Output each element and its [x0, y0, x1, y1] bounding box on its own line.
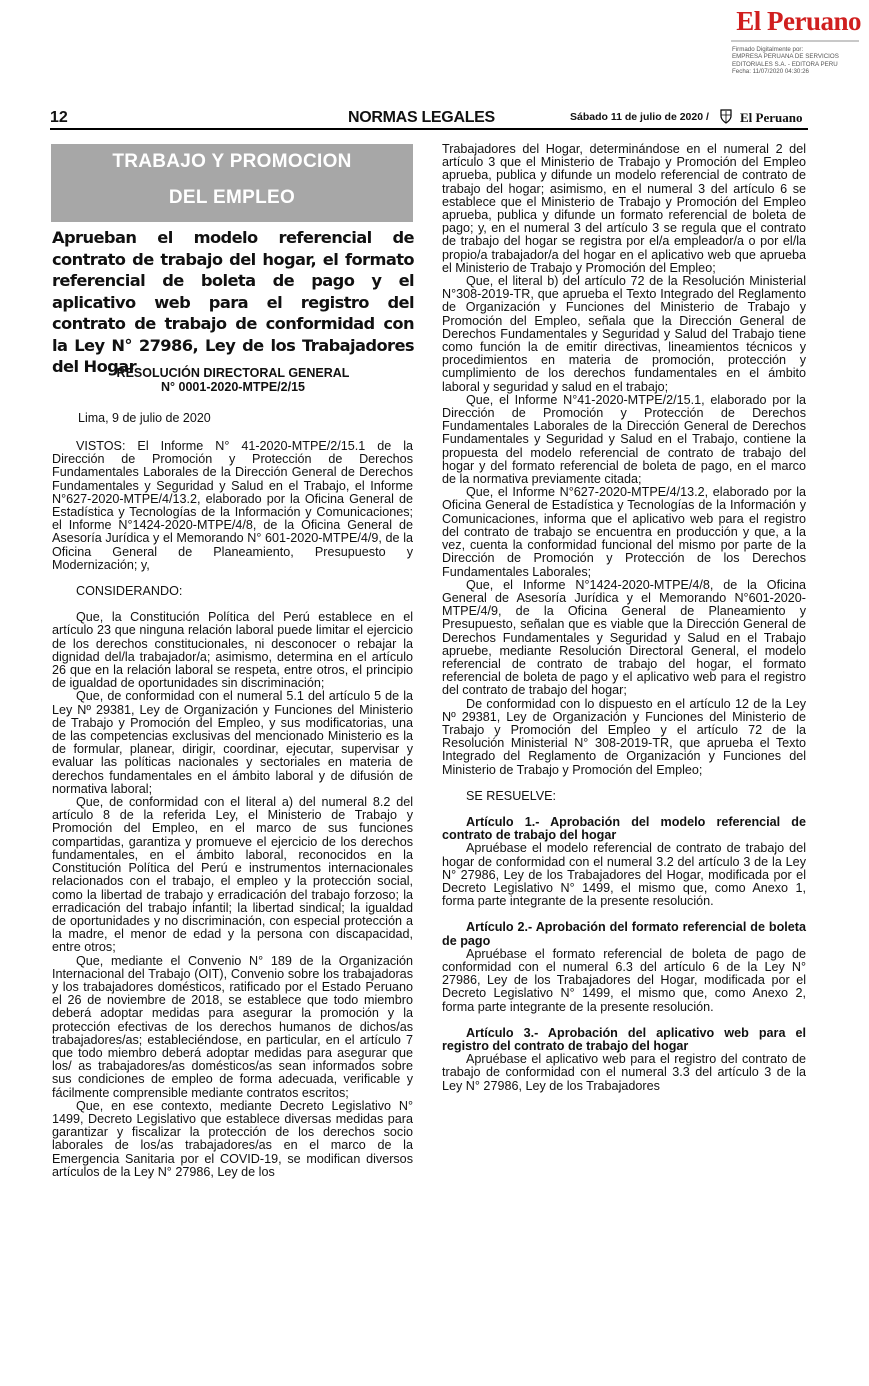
right-column: [442, 143, 806, 1093]
page-number: 12: [50, 109, 68, 126]
left-column: [52, 440, 413, 1179]
paragraph: Que, el Informe N°1424-2020-MTPE/4/8, de la Oficina General de Asesoría Jurídica y el Memorando N°601-2020-MTPE/4/9, de la Oficina General de Planeamiento y Presupuesto, señalan que es viable que la Dirección General de Derechos Fundamentales y Seguridad y Salud en el Trabajo apruebe, mediante Resolución Directoral General, el modelo referencial de contrato de trabajo del hogar, el formato referencial de boleta de pago y el aplicativo web para el registro del contrato de trabajo del hogar;: [442, 577, 806, 698]
banner-line: DEL EMPLEO: [168, 187, 296, 208]
paragraph: Que, el literal b) del artículo 72 de la Resolución Ministerial N°308-2019-TR, que aprueba el Texto Integrado del Reglamento de Organización y Funciones del Ministerio de Trabajo y Promoción del Empleo, señala que la Dirección General de Derechos Fundamentales y Seguridad y Salud del Trabajo tiene como función la de emitir directivas, lineamientos técnicos y procedimientos en materia de promoción, protección y cumplimiento de los derechos fundamentales en el ámbito laboral y seguridad y salud en el trabajo;: [442, 274, 806, 394]
paragraph: Que, el Informe N°41-2020-MTPE/2/15.1, elaborado por la Dirección de Promoción y Protección de Derechos Fundamentales Laborales de la Dirección General de Derechos Fundamentales y Seguridad y Salud en el Trabajo, contiene la propuesta del modelo referencial de contrato de trabajo del hogar y del formato referencial de boleta de pago, en el marco de la normativa previamente citada;: [442, 392, 806, 487]
logo-underline: [731, 40, 859, 42]
issue-date: Sábado 11 de julio de 2020 /: [570, 111, 709, 123]
paragraph: Apruébase el modelo referencial de contrato de trabajo del hogar de conformidad con el numeral 3.2 del artículo 3 de la Ley N° 27986, Ley de los Trabajadores del Hogar, modificada por el Decreto Legislativo N° 1499, el mismo que, como Anexo 1, forma parte integrante de la presente resolución.: [442, 841, 806, 909]
paragraph: Que, de conformidad con el numeral 5.1 del artículo 5 de la Ley Nº 29381, Ley de Organización y Funciones del Ministerio de Trabajo y Promoción del Empleo, y sus modificatorias, una de las competencias exclusivas del mencionado Ministerio es la de formular, planear, dirigir, coordinar, ejecutar, supervisar y evaluar las políticas nacionales y sectoriales en materia de derechos fundamentales en el ámbito laboral y de difusión de normativa laboral;: [52, 689, 413, 796]
paragraph: Que, el Informe N°627-2020-MTPE/4/13.2, elaborado por la Oficina General de Estadística y Tecnologías de la Información y Comunicaciones, informa que el aplicativo web para el registro del contrato de trabajo se encuentra en producción y que, a la vez, cuenta la conformidad funcional del mismo por parte de la Dirección de Promoción y Protección de los Derechos Fundamentales Laborales;: [442, 485, 806, 579]
resolution-line: N° 0001-2020-MTPE/2/15: [161, 380, 305, 394]
paragraph: Apruébase el aplicativo web para el registro del contrato de trabajo de conformidad con el numeral 3.3 del artículo 3 de la Ley N° 27986, Ley de los Trabajadores: [442, 1052, 806, 1093]
signature-line: EMPRESA PERUANA DE SERVICIOS: [732, 53, 839, 61]
signature-line: Firmado Digitalmente por:: [732, 46, 804, 53]
signature-line: Fecha: 11/07/2020 04:30:26: [732, 68, 809, 76]
digital-signature-note: [732, 46, 862, 76]
place-date: Lima, 9 de julio de 2020: [78, 411, 211, 425]
se-resuelve-heading: SE RESUELVE:: [466, 788, 557, 803]
article-heading: Artículo 3.- Aprobación del aplicativo web para el registro del contrato de trabajo del hogar: [442, 1025, 806, 1053]
paragraph: Trabajadores del Hogar, determinándose en el numeral 2 del artículo 3 que el Ministerio de Trabajo y Promoción del Empleo aprueba, publica y difunde un modelo referencial de contrato de trabajo del hogar; asimismo, en el numeral 3 del artículo 6 se establece que el Ministerio de Trabajo y Promoción del Empleo aprueba, publica y difunde un formato referencial de boleta de pago; y, en el numeral 3 del artículo 3 se regula que el contrato de trabajo del hogar se registra por el/a empleador/a o por el/la propio/a trabajador/a del hogar en el aplicativo web que aprueba el Ministerio de Trabajo y Promoción del Empleo;: [442, 142, 806, 275]
article-heading: Artículo 1.- Aprobación del modelo referencial de contrato de trabajo del hogar: [442, 814, 806, 843]
resolution-line: RESOLUCIÓN DIRECTORAL GENERAL: [116, 366, 350, 380]
norm-title: Aprueban el modelo referencial de contrato de trabajo del hogar, el formato referencial de boleta de pago y el aplicativo web para el registro del contrato de trabajo de conformidad con la Ley N° 27986, Ley de los Trabajadores del Hogar: [52, 228, 414, 376]
section-title: NORMAS LEGALES: [348, 109, 495, 126]
resolution-number: [52, 366, 414, 394]
paragraph: Que, de conformidad con el literal a) del numeral 8.2 del artículo 8 de la referida Ley, el Ministerio de Trabajo y Promoción del Empleo, en el marco de sus funciones compartidas, garantiza y promueve el ejercicio de los derechos fundamentales, en el ámbito laboral, reconocidos en la Constitución Política del Perú e instrumentos internacionales relacionados con el trabajo, el empleo y la protección social, como la libertad de trabajo y erradicación del trabajo forzoso; la erradicación del trabajo infantil; la libertad sindical; la igualdad de oportunidades y no discriminación, con especial protección a la madre, el menor de edad y la persona con discapacidad, entre otros;: [52, 795, 413, 955]
header-rule: [50, 128, 808, 130]
considerando-heading: CONSIDERANDO:: [76, 584, 183, 599]
header-brand: El Peruano: [740, 110, 803, 125]
ministry-banner: [51, 144, 413, 222]
paragraph: Que, la Constitución Política del Perú establece en el artículo 23 que ninguna relación laboral puede limitar el ejercicio de los derechos constitucionales, ni desconocer o rebajar la dignidad del/la trabajador/a; asimismo, determina en el artículo 26 que en la relación laboral se respeta, entre otros, el principio de igualdad de oportunidades sin discriminación;: [52, 610, 413, 691]
paragraph: De conformidad con lo dispuesto en el artículo 12 de la Ley Nº 29381, Ley de Organización y Funciones del Ministerio de Trabajo y Promoción del Empleo y el artículo 72 de la Resolución Ministerial N° 308-2019-TR, que aprueba el Texto Integrado del Reglamento de Organización y Funciones del Ministerio de Trabajo y Promoción del Empleo;: [442, 696, 806, 777]
banner-line: TRABAJO Y PROMOCION: [112, 151, 352, 172]
paragraph-vistos: VISTOS: El Informe N° 41-2020-MTPE/2/15.1 de la Dirección de Promoción y Protección de Derechos Fundamentales Laborales de la Dirección General de Derechos Fundamentales y Seguridad y Salud en el Trabajo, el Informe N°627-2020-MTPE/4/13.2, elaborado por la Oficina General de Estadística y Tecnologías de la Información y Comunicaciones; el Informe N°1424-2020-MTPE/4/8, de la Oficina General de Asesoría Jurídica y el Memorando N° 601-2020-MTPE/4/9, de la Oficina General de Planeamiento, Presupuesto y Modernización; y,: [52, 439, 413, 572]
signature-line: EDITORIALES S.A. - EDITORA PERU: [732, 60, 838, 68]
paragraph: Que, en ese contexto, mediante Decreto Legislativo N° 1499, Decreto Legislativo que establece diversas medidas para garantizar y fiscalizar la protección de los derechos socio laborales de los/as trabajadores/as en el marco de la Emergencia Sanitaria por el COVID-19, se modifican diversos artículos de la Ley N° 27986, Ley de los: [52, 1098, 413, 1179]
article-heading: Artículo 2.- Aprobación del formato referencial de boleta de pago: [442, 920, 806, 948]
paragraph: Apruébase el formato referencial de boleta de pago de conformidad con el numeral 6.3 del artículo 6 de la Ley N° 27986, Ley de los Trabajadores del Hogar, modificada por el Decreto Legislativo N° 1499, el mismo que, como Anexo 2, forma parte integrante de la presente resolución.: [442, 946, 806, 1014]
paragraph: Que, mediante el Convenio N° 189 de la Organización Internacional del Trabajo (OIT), Convenio sobre los trabajadoras y los trabajadores domésticos, ratificado por el Estado Peruano el 26 de noviembre de 2018, se establece que todo miembro deberá adoptar medidas para asegurar la promoción y la protección efectivas de los derechos humanos de dichos/as trabajadores/as; estableciéndose, en particular, en el artículo 7 que todo miembro deberá adoptar medidas para asegurar que los/ as trabajadores/as domésticos/as sean informados sobre sus condiciones de empleo de forma adecuada, verificable y fácilmente comprensible mediante contratos escritos;: [52, 953, 413, 1100]
coat-of-arms-icon: [719, 108, 733, 124]
el-peruano-logo: El Peruano: [736, 6, 861, 36]
